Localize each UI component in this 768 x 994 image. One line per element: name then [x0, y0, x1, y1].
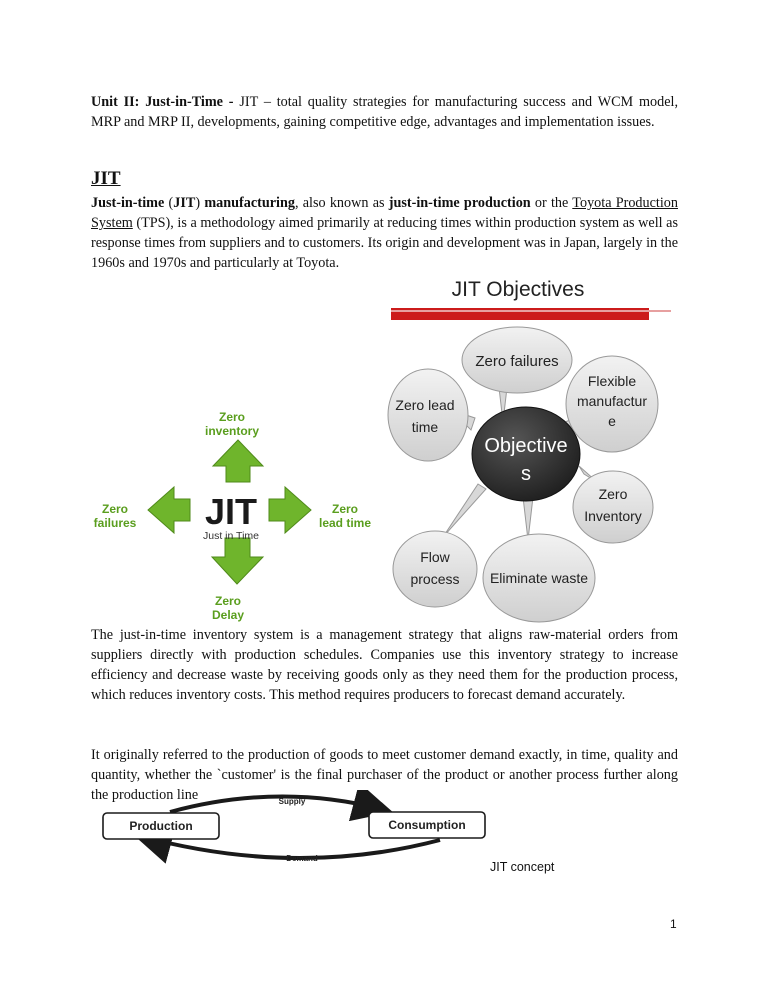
term-jit: JIT: [173, 195, 196, 211]
consumption-label: Consumption: [388, 818, 466, 832]
svg-text:Flexible: Flexible: [587, 373, 637, 389]
svg-text:manufactur: manufactur: [576, 393, 648, 409]
arrow-left-icon: [148, 487, 190, 533]
definition-paragraph: [91, 193, 678, 273]
left-label-line1: Zero: [101, 502, 129, 516]
section-heading: JIT: [91, 168, 121, 189]
definition-text: ): [195, 195, 205, 211]
bubble-eliminate-waste: [483, 534, 595, 622]
title-underline: [391, 310, 671, 312]
bubble-zero-inventory: [573, 471, 653, 543]
svg-text:Zero: Zero: [598, 486, 628, 502]
svg-text:Flow: Flow: [420, 549, 450, 565]
top-label-line2: inventory: [204, 424, 260, 438]
arrow-right-icon: [269, 487, 311, 533]
arrow-down-icon: [212, 538, 263, 584]
objectives-title: JIT Objectives: [451, 278, 585, 301]
page-number: 1: [670, 917, 677, 931]
jit-cycle-diagram: [100, 790, 492, 868]
demand-label: Demand: [286, 854, 318, 863]
definition-text: (TPS), is a methodology aimed primarily at reducing times within production system as well as response times from suppliers and to customers. Its origin and development was in Japan, largely in the 1960s and 1970s and particularly at Toyota.: [91, 215, 678, 271]
intro-text: JIT – total quality strategies for manufacturing success and WCM model, MRP and MRP II, developments, gaining competitive edge, advantages and implementation issues.: [91, 94, 678, 130]
right-label-line2: lead time: [318, 516, 372, 530]
bubble-flow-process: [393, 531, 477, 607]
unit-label: Unit II: Just-in-Time -: [91, 94, 234, 110]
definition-text: or the: [530, 195, 573, 211]
bubble-zero-lead-time: [388, 369, 468, 461]
top-label-line1: Zero: [218, 410, 246, 424]
toyota-production-system-link[interactable]: Toyota Production System: [91, 195, 678, 231]
jit-center-sublabel: Just in Time: [202, 530, 260, 542]
svg-text:Eliminate waste: Eliminate waste: [489, 570, 589, 586]
supply-arrow: [170, 796, 385, 812]
svg-text:s: s: [521, 463, 531, 485]
left-label-line2: failures: [93, 516, 137, 530]
term-jit-production: just-in-time production: [388, 195, 531, 211]
jit-center-label: JIT: [204, 491, 258, 532]
figure-caption: JIT concept: [490, 860, 555, 874]
arrow-up-icon: [213, 440, 263, 482]
origin-paragraph: It originally referred to the production of goods to meet customer demand exactly, in time, quality and quantity, whether the `customer' is the final purchaser of the product or another process further along the production line: [91, 747, 678, 803]
svg-text:time: time: [411, 419, 439, 435]
bottom-label-line1: Zero: [214, 594, 242, 608]
objectives-center: [472, 407, 580, 501]
svg-text:Objective: Objective: [484, 435, 568, 457]
right-label-line1: Zero: [331, 502, 359, 516]
svg-text:Zero lead: Zero lead: [395, 397, 455, 413]
svg-text:process: process: [410, 571, 460, 587]
term-manufacturing: manufacturing: [204, 195, 295, 211]
inventory-paragraph: The just-in-time inventory system is a management strategy that aligns raw-material orders from suppliers directly with production schedules. Companies use this inventory strategy to increase efficiency and decrease waste by receiving goods only as they need them for the production process, which reduces inventory costs. This method requires producers to forecast demand accurately.: [91, 627, 678, 703]
production-label: Production: [129, 819, 193, 833]
bottom-label-line2: Delay: [211, 608, 245, 622]
title-red-bar: [391, 308, 649, 320]
svg-text:e: e: [608, 413, 616, 429]
supply-label: Supply: [278, 797, 306, 806]
jit-arrows-diagram: [85, 400, 385, 625]
intro-paragraph: [91, 92, 678, 132]
bubble-zero-failures: [462, 327, 572, 393]
svg-text:Inventory: Inventory: [584, 508, 642, 524]
bubble-flexible-manufacture: [566, 356, 658, 452]
definition-text: , also known as: [294, 195, 389, 211]
jit-objectives-diagram: [383, 272, 683, 624]
svg-text:Zero failures: Zero failures: [475, 353, 559, 370]
definition-text: (: [164, 195, 174, 211]
term-just-in-time: Just-in-time: [91, 195, 165, 211]
